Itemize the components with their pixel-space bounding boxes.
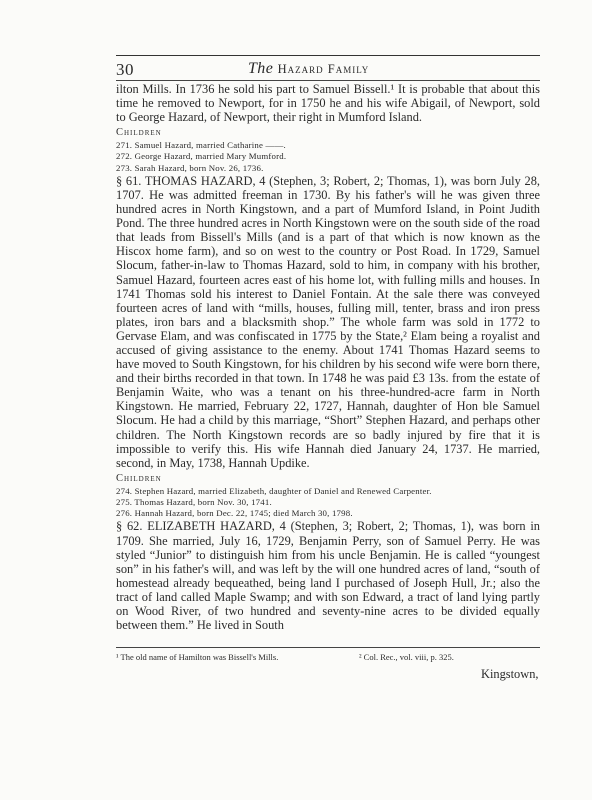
page-number: 30 [116,60,134,79]
child-entry: 276. Hannah Hazard, born Dec. 22, 1745; died March 30, 1798. [116,508,353,519]
top-rule [116,55,540,56]
child-entry: 274. Stephen Hazard, married Elizabeth, daughter of Daniel and Renewed Carpenter. [116,485,432,496]
children-heading: Children [116,472,162,484]
child-entry: 272. George Hazard, married Mary Mumford. [116,151,287,162]
children-heading: Children [116,127,162,139]
footnote-1: ¹ The old name of Hamilton was Bissell's Mills. [116,652,279,662]
running-head-the: The [248,60,274,77]
running-head-title: Hazard Family [277,62,370,76]
child-entry: 271. Samuel Hazard, married Catharine ——. [116,140,286,151]
child-entry: 273. Sarah Hazard, born Nov. 26, 1736. [116,162,264,173]
intro-paragraph: ilton Mills. In 1736 he sold his part to Samuel Bissell.¹ It is probable that about this time he removed to Newport, for in 1750 he and his wife Abigail, of Newport, sold to George Hazard, of Newport, their right in Mumford Island. [116,82,540,125]
section-61-paragraph: § 61. THOMAS HAZARD, 4 (Stephen, 3; Robert, 2; Thomas, 1), was born July 28, 1707. He was admitted freeman in 1730. By his father's will he was given three hundred acres in North Kingstown, and a part of Mumford Island, in Point Judith Pond. The three hundred acres in North Kingstown were on the south side of the road that leads from Bissell's Mills (and is a part of that which is now known as the Hiscox home farm), and so on west to the country or Post Road. In 1729, Samuel Slocum, father-in-law to Thomas Hazard, sold to him, in company with his brother, Samuel Hazard, fourteen acres east of his home lot, with fulling mills and houses. In 1741 Thomas sold his interest to Daniel Fontain. At the sale there was conveyed fourteen acres of land with “mills, houses, fulling mill, tenter, brass and iron press plates, iron bars and a blacksmith shop.” The whole farm was sold in 1772 to Gervase Elam, and was confiscated in 1775 by the State,² Elam being a royalist and accused of giving assistance to the enemy. About 1741 Thomas Hazard seems to have moved to South Kingstown, for his children by his second wife were born there, and their births recorded in that town. In 1748 he was paid £3 13s. from the estate of Benjamin Waite, who was a tenant on his three-hundred-acre farm in North Kingstown. He married, February 22, 1727, Hannah, daughter of Hon ble Samuel Slocum. He had a child by this marriage, “Short” Stephen Hazard, and perhaps other children. The North Kingstown records are so badly injured by fire that it is impossible to verify this. His wife Hannah died January 24, 1737. He married, second, in May, 1738, Hannah Updike. [116,173,540,470]
running-head [248,60,369,78]
header-rule [116,80,540,81]
footnote-rule [116,647,540,648]
footnote-2: ² Col. Rec., vol. viii, p. 325. [359,652,454,662]
child-entry: 275. Thomas Hazard, born Nov. 30, 1741. [116,497,272,508]
page-body [116,82,540,632]
catchword: Kingstown, [481,667,539,681]
section-62-paragraph: § 62. ELIZABETH HAZARD, 4 (Stephen, 3; Robert, 2; Thomas, 1), was born in 1709. She married, July 16, 1729, Benjamin Perry, son of Samuel Perry. He was styled “Junior” to distinguish him from his uncle Benjamin. He is called “youngest son” in his father's will, and was left by the will one hundred acres of land, “south of homestead already bequeathed, being land I purchased of Joseph Hull, Jr.; also the tract of land called Maple Swamp; and with son Edward, a tract of land lying partly on Wood River, of two hundred and seventy-nine acres to be divided equally between them.” He lived in South [116,519,540,633]
